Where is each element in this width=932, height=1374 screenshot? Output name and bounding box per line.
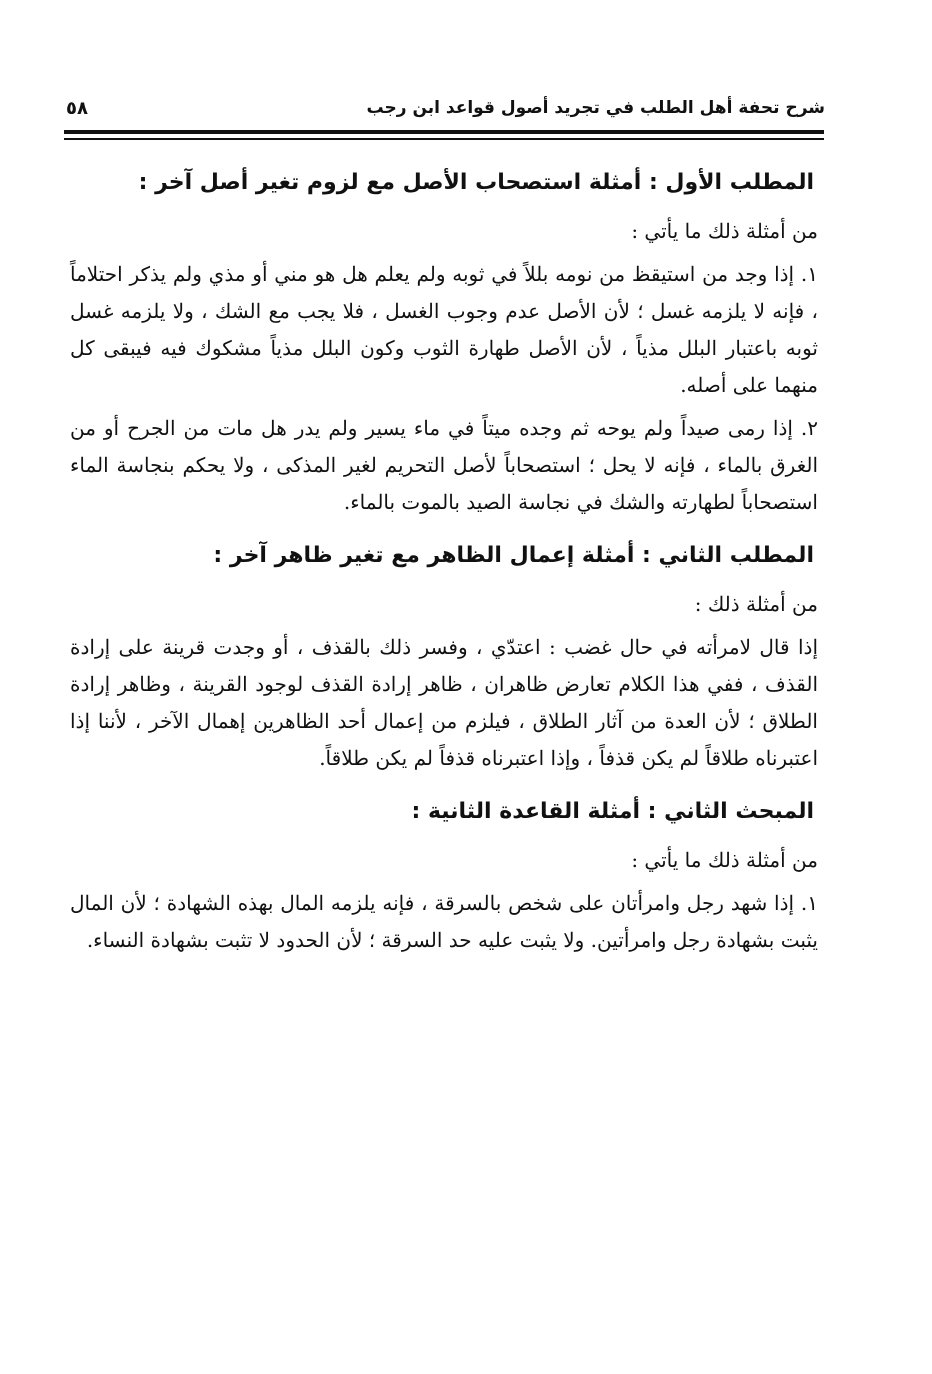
page-body: [70, 160, 818, 965]
section-intro: من أمثلة ذلك ما يأتي :: [631, 848, 818, 872]
section-heading: المبحث الثاني : أمثلة القاعدة الثانية :: [411, 799, 814, 824]
example-item: ٢. إذا رمى صيداً ولم يوحه ثم وجده ميتاً في ماء يسير ولم يدر هل مات من الجرح أو من الغرق بالماء ، فإنه لا يحل ؛ استصحاباً لأصل التحريم لغير المذكى ، ولا يحكم بنجاسة الماء استصحاباً لطهارته والشك في نجاسة الصيد بالموت بالماء.: [70, 416, 818, 514]
header-rule-thin: [64, 138, 824, 140]
section-intro: من أمثلة ذلك :: [694, 592, 818, 616]
section-intro: من أمثلة ذلك ما يأتي :: [631, 219, 818, 243]
header-rule-thick: [64, 130, 824, 134]
example-item: ١. إذا وجد من استيقظ من نومه بللاً في ثوبه ولم يعلم هل هو مني أو مذي ولم يذكر احتلاماً ، فإنه لا يلزمه غسل ؛ لأن الأصل عدم وجوب الغسل ، فلا يجب مع الشك ، ولا يلزمه غسل ثوبه باعتبار البلل مذياً ، لأن الأصل طهارة الثوب وكون البلل مذياً مشكوك فيه فيبقى كل منهما على أصله.: [70, 262, 818, 397]
example-paragraph: إذا قال لامرأته في حال غضب : اعتدّي ، وفسر ذلك بالقذف ، أو وجدت قرينة على إرادة القذف ، ففي هذا الكلام تعارض ظاهران ، ظاهر إرادة القذف لوجود القرينة ، وظاهر إرادة الطلاق ؛ لأن العدة من آثار الطلاق ، فيلزم من إعمال أحد الظاهرين إهمال الآخر ، لأننا إذا اعتبرناه طلاقاً لم يكن قذفاً ، وإذا اعتبرناه قذفاً لم يكن طلاقاً.: [70, 635, 818, 770]
section-heading: المطلب الأول : أمثلة استصحاب الأصل مع لزوم تغير أصل آخر :: [138, 170, 814, 195]
section-heading: المطلب الثاني : أمثلة إعمال الظاهر مع تغير ظاهر آخر :: [213, 543, 814, 568]
example-item: ١. إذا شهد رجل وامرأتان على شخص بالسرقة ، فإنه يلزمه المال بهذه الشهادة ؛ لأن المال يثبت بشهادة رجل وامرأتين. ولا يثبت عليه حد السرقة ؛ لأن الحدود لا تثبت بشهادة النساء.: [70, 891, 818, 952]
running-title: شرح تحفة أهل الطلب في تجريد أصول قواعد ابن رجب: [366, 98, 825, 118]
page-number: ٥٨: [66, 98, 88, 119]
page-header: [60, 96, 825, 126]
